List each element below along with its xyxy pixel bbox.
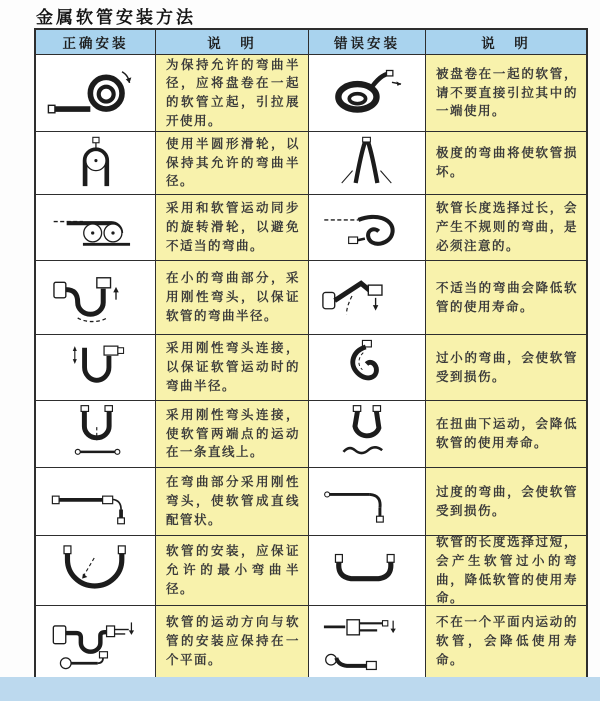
wrong-illustration-cell — [309, 335, 426, 401]
synchronized-rotating-pulleys-icon — [40, 198, 152, 257]
too-short-hose-icon — [312, 539, 421, 601]
rigid-elbow-small-bend-icon — [40, 265, 152, 331]
table-row — [36, 606, 586, 677]
wrong-illustration-cell — [309, 55, 426, 132]
table-row — [36, 536, 586, 606]
too-small-bend-icon — [312, 338, 421, 397]
improper-bend-icon — [312, 265, 421, 331]
wrong-description: 被盘卷在一起的软管，请不要直接引拉其中的一端使用。 — [426, 55, 586, 132]
correct-illustration-cell — [36, 55, 156, 132]
rigid-elbow-connection-icon — [40, 338, 152, 397]
installation-method-table — [34, 28, 588, 679]
correct-description: 为保持允许的弯曲半径，应将盘卷在一起的软管立起，引拉展开使用。 — [156, 55, 309, 132]
wrong-description: 极度的弯曲将使软管损坏。 — [426, 132, 586, 195]
correct-illustration-cell — [36, 536, 156, 606]
header-wrong-install: 错误安装 — [309, 30, 426, 55]
semicircular-pulley-icon — [40, 135, 152, 191]
table-row — [36, 335, 586, 401]
correct-description: 使用半圆形滑轮，以保持其允许的弯曲半径。 — [156, 132, 309, 195]
wrong-illustration-cell — [309, 536, 426, 606]
inline-motion-u-bend-icon — [40, 404, 152, 463]
footer-band — [0, 677, 600, 701]
correct-illustration-cell — [36, 195, 156, 261]
correct-description: 在弯曲部分采用刚性弯头，使软管成直线配管状。 — [156, 468, 309, 536]
page-title: 金属软管安装方法 — [36, 8, 196, 28]
excessive-bend-icon — [312, 471, 421, 531]
single-plane-motion-icon — [40, 610, 152, 674]
straight-piping-rigid-elbow-icon — [40, 471, 152, 531]
correct-illustration-cell — [36, 261, 156, 335]
table-row — [36, 195, 586, 261]
minimum-bend-radius-icon — [40, 539, 152, 601]
wrong-illustration-cell — [309, 132, 426, 195]
header-correct-install: 正确安装 — [36, 30, 156, 55]
wrong-illustration-cell — [309, 468, 426, 536]
correct-illustration-cell — [36, 401, 156, 468]
table-row — [36, 132, 586, 195]
wrong-illustration-cell — [309, 606, 426, 677]
table-row — [36, 401, 586, 468]
wrong-description: 过度的弯曲，会使软管受到损伤。 — [426, 468, 586, 536]
correct-illustration-cell — [36, 132, 156, 195]
extreme-bend-icon — [312, 135, 421, 191]
header-description-right: 说 明 — [426, 30, 586, 55]
correct-description: 采用刚性弯头连接，使软管两端点的运动在一条直线上。 — [156, 401, 309, 468]
out-of-plane-motion-icon — [312, 610, 421, 674]
wrong-illustration-cell — [309, 401, 426, 468]
correct-description: 采用刚性弯头连接，以保证软管运动时的弯曲半径。 — [156, 335, 309, 401]
wrong-illustration-cell — [309, 261, 426, 335]
correct-description: 采用和软管运动同步的旋转滑轮，以避免不适当的弯曲。 — [156, 195, 309, 261]
twisted-motion-icon — [312, 404, 421, 463]
table-row — [36, 55, 586, 132]
wrong-illustration-cell — [309, 195, 426, 261]
coiled-hose-stood-upright-icon — [40, 59, 152, 127]
correct-description: 软管的安装，应保证允许的最小弯曲半径。 — [156, 536, 309, 606]
table-header-row — [36, 30, 586, 55]
correct-illustration-cell — [36, 606, 156, 677]
wrong-description: 不适当的弯曲会降低软管的使用寿命。 — [426, 261, 586, 335]
correct-illustration-cell — [36, 335, 156, 401]
wrong-description: 过小的弯曲，会使软管受到损伤。 — [426, 335, 586, 401]
coiled-hose-pulled-from-end-icon — [312, 59, 421, 127]
table-row — [36, 261, 586, 335]
header-description-left: 说 明 — [156, 30, 309, 55]
overlong-hose-irregular-bend-icon — [312, 198, 421, 257]
correct-description: 在小的弯曲部分，采用刚性弯头，以保证软管的弯曲半径。 — [156, 261, 309, 335]
correct-illustration-cell — [36, 468, 156, 536]
table-row — [36, 468, 586, 536]
wrong-description: 软管长度选择过长，会产生不规则的弯曲，是必须注意的。 — [426, 195, 586, 261]
wrong-description: 不在一个平面内运动的软管，会降低使用寿命。 — [426, 606, 586, 677]
correct-description: 软管的运动方向与软管的安装应保持在一个平面。 — [156, 606, 309, 677]
wrong-description: 软管的长度选择过短，会产生软管过小的弯曲，降低软管的使用寿命。 — [426, 536, 586, 606]
wrong-description: 在扭曲下运动，会降低软管的使用寿命。 — [426, 401, 586, 468]
